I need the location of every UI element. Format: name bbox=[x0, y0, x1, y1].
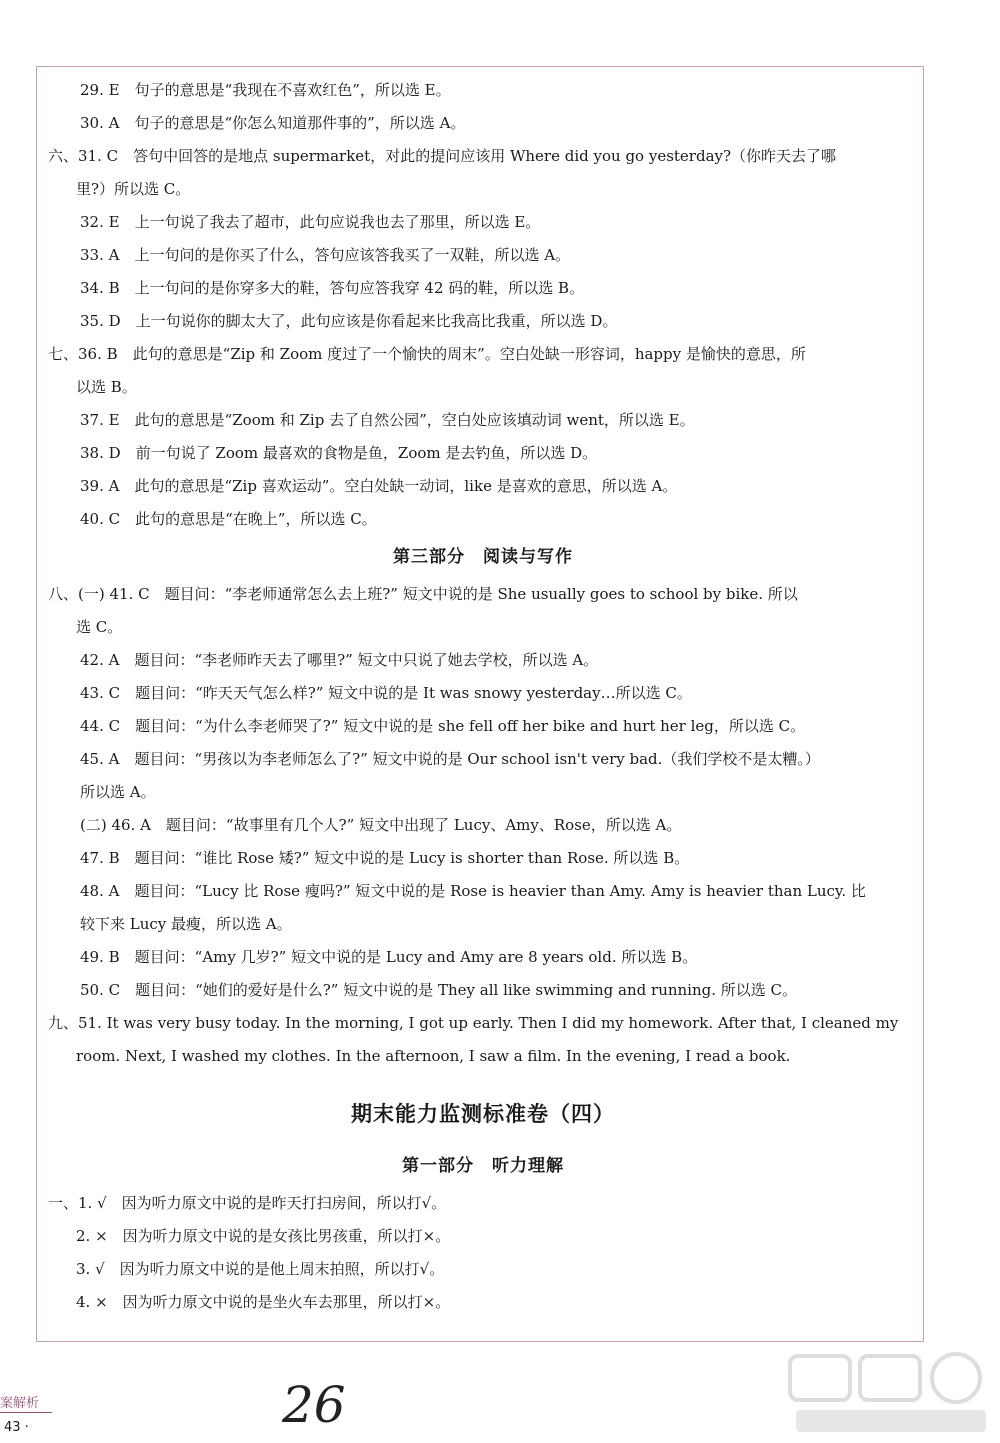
answer-line: (二) 46. A 题目问：“故事里有几个人?” 短文中出现了 Lucy、Amy、Rose，所以选 A。 bbox=[80, 816, 682, 834]
answer-line: 3. √ 因为听力原文中说的是他上周末拍照，所以打√。 bbox=[76, 1260, 445, 1278]
answer-line: 33. A 上一句问的是你买了什么，答句应该答我买了一双鞋，所以选 A。 bbox=[80, 246, 571, 264]
answer-line: 一、1. √ 因为听力原文中说的是昨天打扫房间，所以打√。 bbox=[48, 1194, 447, 1212]
page-number: 43 · bbox=[4, 1420, 29, 1435]
answer-line: 所以选 A。 bbox=[80, 783, 156, 801]
answer-lines-section-8-9 bbox=[48, 578, 918, 1073]
handwritten-number: 26 bbox=[282, 1376, 346, 1434]
frame-right-border bbox=[923, 66, 924, 1342]
answer-line: 选 C。 bbox=[76, 618, 123, 636]
section-heading-part1: 第一部分 听力理解 bbox=[402, 1156, 564, 1176]
answer-line: 48. A 题目问：“Lucy 比 Rose 瘦吗?” 短文中说的是 Rose is heavier than Amy. Amy is heavier than Lucy. 比 bbox=[80, 882, 866, 900]
answer-line: 九、51. It was very busy today. In the morning, I got up early. Then I did my homework. After that, I cleaned my bbox=[48, 1014, 899, 1032]
answer-line: 32. E 上一句说了我去了超市，此句应说我也去了那里，所以选 E。 bbox=[80, 213, 541, 231]
answer-line: 八、(一) 41. C 题目问：“李老师通常怎么去上班?” 短文中说的是 She usually goes to school by bike. 所以 bbox=[48, 585, 798, 603]
answer-line: 29. E 句子的意思是“我现在不喜欢红色”，所以选 E。 bbox=[80, 81, 451, 99]
answer-line: 2. × 因为听力原文中说的是女孩比男孩重，所以打×。 bbox=[76, 1227, 451, 1245]
answer-lines-listening bbox=[48, 1187, 918, 1319]
answer-line: 42. A 题目问：“李老师昨天去了哪里?” 短文中只说了她去学校，所以选 A。 bbox=[80, 651, 599, 669]
frame-bottom-border bbox=[36, 1341, 924, 1342]
answer-line: 30. A 句子的意思是“你怎么知道那件事的”，所以选 A。 bbox=[80, 114, 466, 132]
answer-line: 47. B 题目问：“谁比 Rose 矮?” 短文中说的是 Lucy is shorter than Rose. 所以选 B。 bbox=[80, 849, 690, 867]
answer-line: 较下来 Lucy 最瘦，所以选 A。 bbox=[80, 915, 292, 933]
answer-line: 七、36. B 此句的意思是“Zip 和 Zoom 度过了一个愉快的周末”。空白处缺一形容词，happy 是愉快的意思，所 bbox=[48, 345, 806, 363]
answer-line: 50. C 题目问：“她们的爱好是什么?” 短文中说的是 They all like swimming and running. 所以选 C。 bbox=[80, 981, 798, 999]
footer-rule bbox=[0, 1412, 52, 1413]
answer-line: 六、31. C 答句中回答的是地点 supermarket，对此的提问应该用 Where did you go yesterday?（你昨天去了哪 bbox=[48, 147, 837, 165]
answer-lines-section-6-7 bbox=[48, 74, 918, 536]
watermark-logo bbox=[786, 1350, 996, 1440]
frame-top-border bbox=[36, 66, 924, 67]
answer-line: 里?）所以选 C。 bbox=[76, 180, 191, 198]
answer-content bbox=[48, 74, 918, 1319]
footer-section-tag: 案解析 bbox=[0, 1396, 40, 1411]
answer-line: 39. A 此句的意思是“Zip 喜欢运动”。空白处缺一动词，like 是喜欢的意思，所以选 A。 bbox=[80, 477, 678, 495]
answer-line: 40. C 此句的意思是“在晚上”，所以选 C。 bbox=[80, 510, 377, 528]
exam-title: 期末能力监测标准卷（四） bbox=[351, 1102, 615, 1126]
answer-line: 43. C 题目问：“昨天天气怎么样?” 短文中说的是 It was snowy yesterday…所以选 C。 bbox=[80, 684, 692, 702]
answer-line: 44. C 题目问：“为什么李老师哭了?” 短文中说的是 she fell off her bike and hurt her leg，所以选 C。 bbox=[80, 717, 806, 735]
section-heading-part3: 第三部分 阅读与写作 bbox=[393, 547, 573, 567]
frame-left-border bbox=[36, 66, 37, 1342]
answer-line: 45. A 题目问：“男孩以为李老师怎么了?” 短文中说的是 Our school isn't very bad.（我们学校不是太糟。） bbox=[80, 750, 820, 768]
answer-line: room. Next, I washed my clothes. In the afternoon, I saw a film. In the evening, I read a book. bbox=[76, 1047, 791, 1065]
answer-line: 以选 B。 bbox=[76, 378, 137, 396]
answer-line: 4. × 因为听力原文中说的是坐火车去那里，所以打×。 bbox=[76, 1293, 451, 1311]
answer-line: 37. E 此句的意思是“Zoom 和 Zip 去了自然公园”，空白处应该填动词 went，所以选 E。 bbox=[80, 411, 695, 429]
answer-line: 49. B 题目问：“Amy 几岁?” 短文中说的是 Lucy and Amy are 8 years old. 所以选 B。 bbox=[80, 948, 698, 966]
answer-line: 38. D 前一句说了 Zoom 最喜欢的食物是鱼，Zoom 是去钓鱼，所以选 D。 bbox=[80, 444, 598, 462]
answer-line: 34. B 上一句问的是你穿多大的鞋，答句应答我穿 42 码的鞋，所以选 B。 bbox=[80, 279, 585, 297]
answer-line: 35. D 上一句说你的脚太大了，此句应该是你看起来比我高比我重，所以选 D。 bbox=[80, 312, 618, 330]
